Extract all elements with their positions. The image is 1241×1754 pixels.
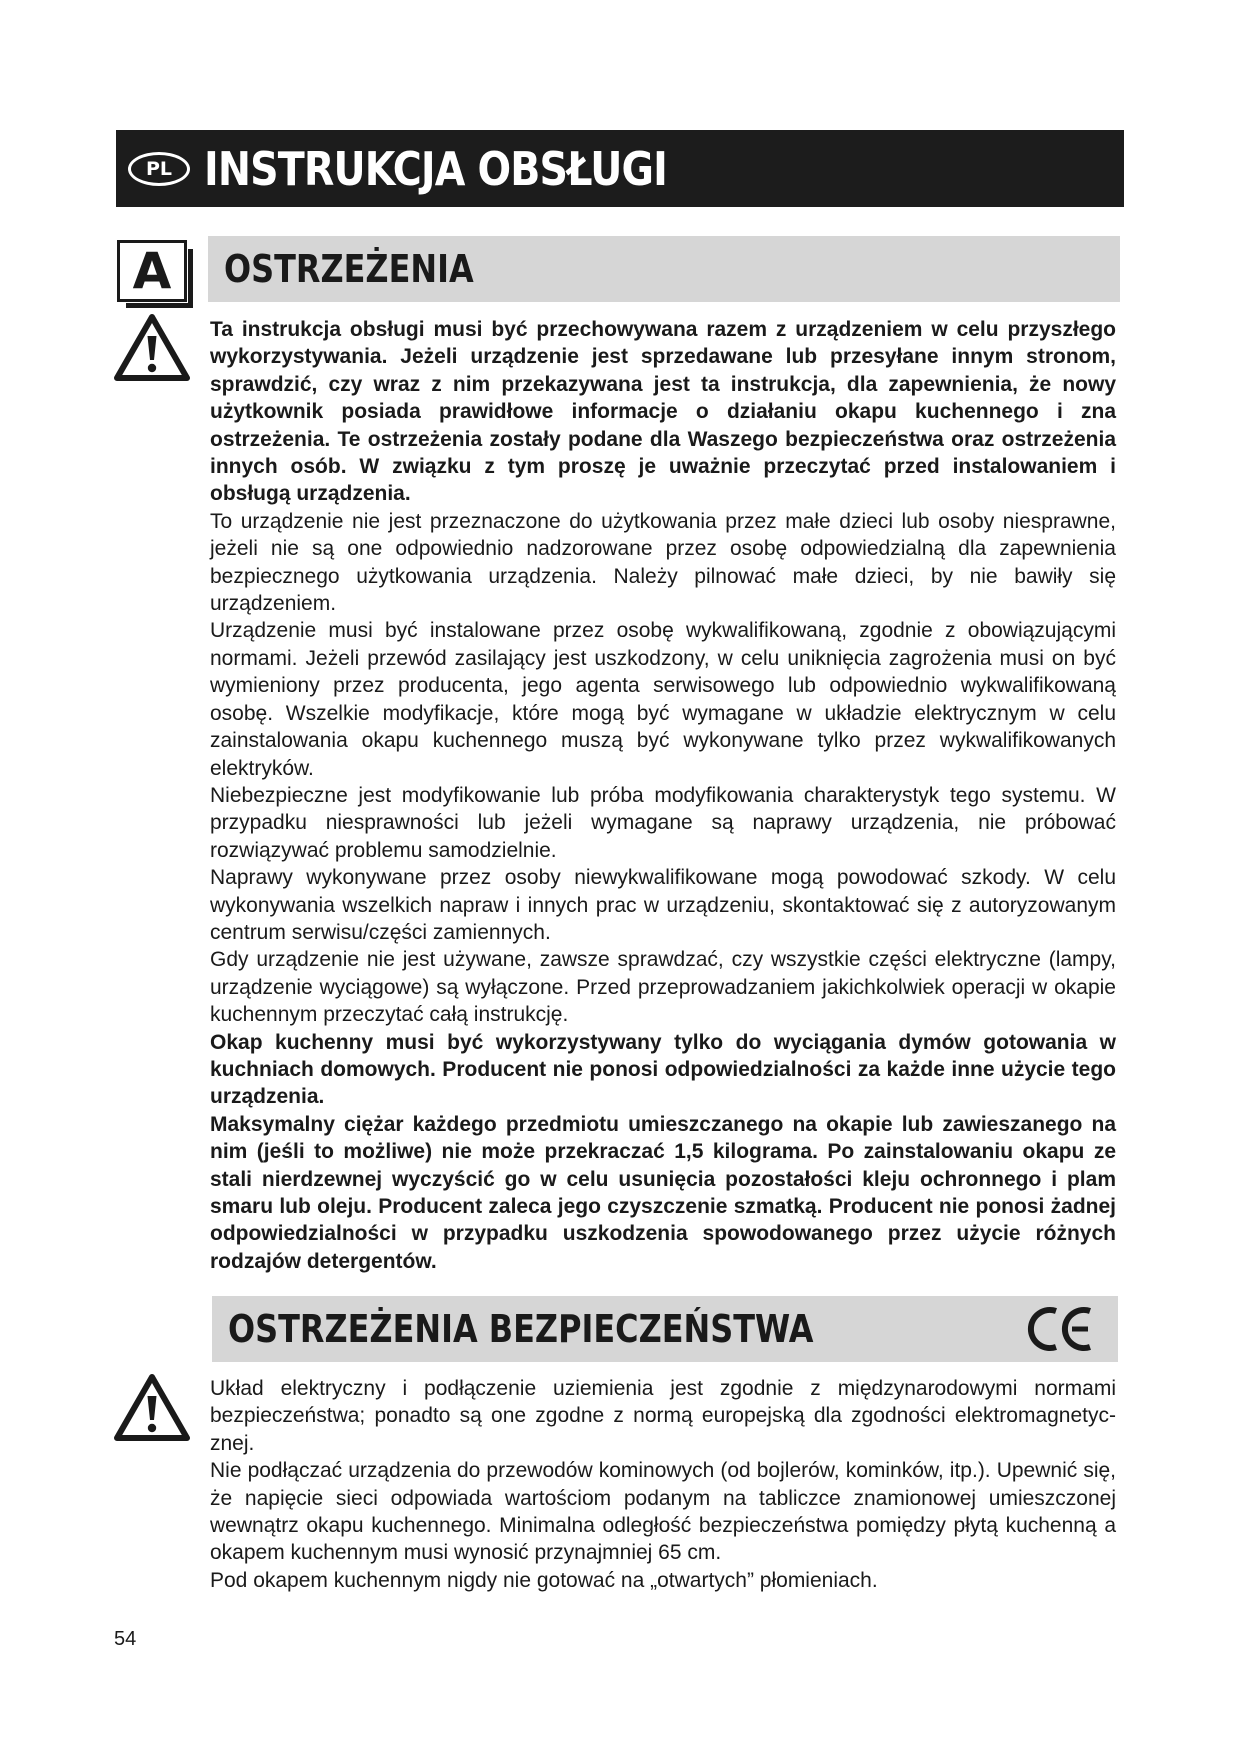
paragraph: Urządzenie musi być instalowane przez osobę wykwalifikowaną, zgodnie z obowiązującymi normami. Jeżeli przewód zasilający jest uszkodzony, w celu uniknięcia zagrożenia musi on być wymieniony przez producenta, jego agenta serwisowego lub odpowiednio wykwalifikowaną osobę. Wszelkie modyfikacje, które mogą być wymagane w układzie elektrycznym w celu zainstalowania okapu kuchennego muszą być wykonywane tylko przez wykwalifikowanych elektryków. — [210, 619, 1116, 780]
paragraph: Pod okapem kuchennym nigdy nie gotować na „otwartych” płomieniach. — [210, 1568, 878, 1592]
warnings-text — [210, 316, 1116, 1275]
paragraph: Okap kuchenny musi być wykorzystywany tylko do wyciągania dymów gotowania w kuchniach domowych. Producent nie ponosi odpowiedzialności za każde inne użycie tego urządzenia. — [210, 1030, 1116, 1109]
safety-text — [210, 1375, 1116, 1594]
section-header-safety — [212, 1296, 1118, 1362]
section-header-warnings — [208, 236, 1120, 302]
header-bar — [116, 130, 1124, 207]
warning-triangle-icon — [112, 312, 192, 384]
paragraph: Maksymalny ciężar każdego przedmiotu umieszczanego na okapie lub zawieszanego na nim (jeśli to możliwe) nie może przekraczać 1,5 kilograma. Po zainstalowaniu okapu ze stali nierdzewnej wyczyścić go w celu usunięcia pozostałości kleju ochronnego i plam smaru lub oleju. Producent zaleca jego czyszczenie szmatką. Producent nie ponosi żadnej odpowiedzialności w przypadku uszkodzenia spowodowanego przez użycie różnych rodzajów detergentów. — [210, 1112, 1116, 1273]
page-title: INSTRUKCJA OBSŁUGI — [204, 141, 668, 196]
warning-triangle-icon — [112, 1372, 192, 1444]
section-title-warnings: OSTRZEŻENIA — [224, 247, 474, 291]
paragraph: Gdy urządzenie nie jest używane, zawsze sprawdzać, czy wszystkie części elektryczne (lampy, urządzenie wyciągowe) są wyłączone. Przed przeprowadzaniem jakichkolwiek operacji w okapie kuchennym przeczytać całą instrukcję. — [210, 948, 1116, 1027]
paragraph: Układ elektryczny i podłączenie uziemienia jest zgodnie z międzynarodowymi normami bezpieczeństwa; ponadto są one zgodne z normą europejską dla zgodności elektromagnetyc- znej. — [210, 1377, 1116, 1455]
section-letter-box: A — [117, 240, 187, 302]
paragraph: Naprawy wykonywane przez osoby niewykwalifikowane mogą powodować szkody. W celu wykonywania wszelkich napraw i innych prac w urządzeniu, skontaktować się z autoryzowanym centrum serwisu/części zamiennych. — [210, 866, 1116, 944]
ce-mark-icon — [1026, 1304, 1096, 1354]
paragraph: To urządzenie nie jest przeznaczone do użytkowania przez małe dzieci lub osoby niesprawne, jeżeli nie są one odpowiednio nadzorowane przez osobę odpowiedzialną dla zapewnienia bezpiecznego użytkowania urządzenia. Należy pilnować małe dzieci, by nie bawiły się urządzeniem. — [210, 509, 1116, 616]
paragraph: Nie podłączać urządzenia do przewodów kominowych (od bojlerów, kominków, itp.). Upewnić się, że napięcie sieci odpowiada wartościom podanym na tabliczce znamionowej umieszczonej wewnątrz okapu kuchennego. Minimalna odległość bezpieczeństwa pomiędzy płytą kuchenną a okapem kuchennym musi wynosić przynajmniej 65 cm. — [210, 1459, 1116, 1565]
language-badge: PL — [128, 152, 190, 186]
page-number: 54 — [114, 1628, 137, 1650]
section-title-safety: OSTRZEŻENIA BEZPIECZEŃSTWA — [228, 1307, 814, 1351]
paragraph: Ta instrukcja obsługi musi być przechowywana razem z urządzeniem w celu przyszłego wykorzystywania. Jeżeli urządzenie jest sprzedawane lub przesyłane innym stronom, sprawdzić, czy wraz z nim przekazywana jest ta instrukcja, dla zapewnienia, że nowy użytkownik posiada prawidłowe informacje o działaniu okapu kuchennego i zna ostrzeżenia. Te ostrzeżenia zostały podane dla Waszego bezpieczeństwa oraz ostrzeżenia innych osób. W związku z tym proszę je uważnie przeczytać przed instalowaniem i obsługą urządzenia. — [210, 318, 1116, 506]
paragraph: Niebezpieczne jest modyfikowanie lub próba modyfikowania charakterystyk tego systemu. W przypadku niesprawności lub jeżeli wymagane są naprawy urządzenia, nie próbować rozwiązywać problemu samodzielnie. — [210, 783, 1116, 862]
